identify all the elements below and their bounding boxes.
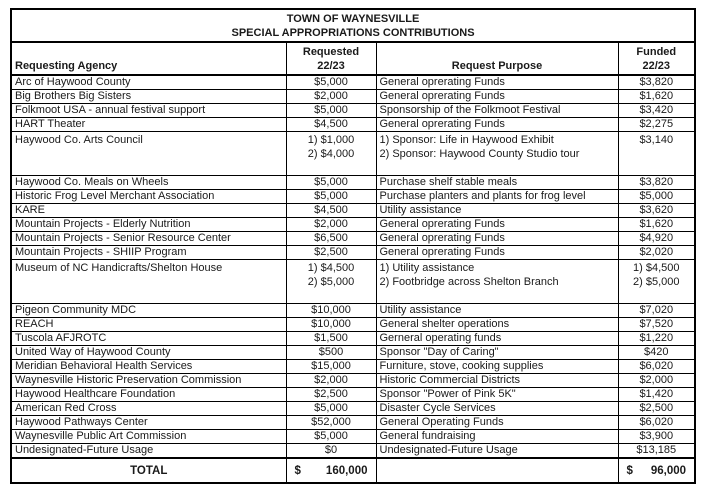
column-header-requested — [286, 42, 376, 75]
cell-agency: Haywood Co. Arts Council — [11, 132, 286, 176]
cell-requested: 1) $1,000 2) $4,000 — [286, 132, 376, 176]
table-title — [11, 9, 695, 42]
column-header-requested-line1: Requested — [302, 45, 360, 58]
cell-purpose: Undesignated-Future Usage — [376, 444, 618, 459]
total-funded-cell — [618, 458, 695, 483]
cell-requested: $2,500 — [286, 388, 376, 402]
cell-purpose: General oprerating Funds — [376, 232, 618, 246]
cell-purpose: General oprerating Funds — [376, 90, 618, 104]
cell-purpose: Sponsor "Power of Pink 5K" — [376, 388, 618, 402]
cell-funded: $1,420 — [618, 388, 695, 402]
cell-requested: $5,000 — [286, 176, 376, 190]
table-row — [11, 246, 695, 260]
cell-requested: $1,500 — [286, 332, 376, 346]
table-row — [11, 218, 695, 232]
cell-agency: United Way of Haywood County — [11, 346, 286, 360]
cell-requested: $2,000 — [286, 374, 376, 388]
cell-requested: $0 — [286, 444, 376, 459]
cell-agency: Folkmoot USA - annual festival support — [11, 104, 286, 118]
table-row — [11, 304, 695, 318]
cell-requested: $5,000 — [286, 104, 376, 118]
cell-purpose: General fundraising — [376, 430, 618, 444]
cell-purpose: Furniture, stove, cooking supplies — [376, 360, 618, 374]
cell-agency: American Red Cross — [11, 402, 286, 416]
cell-funded: $7,020 — [618, 304, 695, 318]
cell-funded: $3,900 — [618, 430, 695, 444]
cell-funded: $2,000 — [618, 374, 695, 388]
cell-agency: HART Theater — [11, 118, 286, 132]
cell-funded: $1,620 — [618, 218, 695, 232]
cell-agency: REACH — [11, 318, 286, 332]
table-row — [11, 332, 695, 346]
column-header-purpose: Request Purpose — [376, 42, 618, 75]
title-line-2: SPECIAL APPROPRIATIONS CONTRIBUTIONS — [231, 26, 475, 39]
table-row — [11, 204, 695, 218]
cell-funded: $420 — [618, 346, 695, 360]
cell-requested: $500 — [286, 346, 376, 360]
cell-agency: Pigeon Community MDC — [11, 304, 286, 318]
column-header-agency: Requesting Agency — [11, 42, 286, 75]
title-line-1: TOWN OF WAYNESVILLE — [286, 12, 420, 25]
cell-agency: Undesignated-Future Usage — [11, 444, 286, 459]
cell-agency: Big Brothers Big Sisters — [11, 90, 286, 104]
table-row — [11, 430, 695, 444]
cell-purpose: Disaster Cycle Services — [376, 402, 618, 416]
cell-agency: Mountain Projects - SHIIP Program — [11, 246, 286, 260]
cell-purpose: Gerneral operating funds — [376, 332, 618, 346]
cell-requested: $6,500 — [286, 232, 376, 246]
cell-funded: $6,020 — [618, 360, 695, 374]
cell-purpose: General oprerating Funds — [376, 75, 618, 90]
cell-purpose: General oprerating Funds — [376, 246, 618, 260]
column-header-funded-line1: Funded — [636, 45, 677, 58]
cell-purpose: General oprerating Funds — [376, 118, 618, 132]
cell-agency: Waynesville Historic Preservation Commission — [11, 374, 286, 388]
cell-funded: $3,140 — [618, 132, 695, 176]
table-title-row — [11, 9, 695, 42]
table-row — [11, 444, 695, 459]
cell-purpose: General oprerating Funds — [376, 218, 618, 232]
cell-funded: $3,420 — [618, 104, 695, 118]
cell-requested: $10,000 — [286, 304, 376, 318]
cell-purpose: Historic Commercial Districts — [376, 374, 618, 388]
cell-purpose: Utility assistance — [376, 304, 618, 318]
cell-agency: Waynesville Public Art Commission — [11, 430, 286, 444]
table-row — [11, 360, 695, 374]
cell-agency: Meridian Behavioral Health Services — [11, 360, 286, 374]
cell-purpose: Utility assistance — [376, 204, 618, 218]
cell-agency: Haywood Healthcare Foundation — [11, 388, 286, 402]
cell-requested: $10,000 — [286, 318, 376, 332]
total-requested-dollar-sign: $ — [294, 464, 301, 477]
cell-purpose: General Operating Funds — [376, 416, 618, 430]
table-row — [11, 90, 695, 104]
total-funded-dollar-sign: $ — [626, 464, 633, 477]
cell-purpose: 1) Sponsor: Life in Haywood Exhibit 2) Sponsor: Haywood County Studio tour — [376, 132, 618, 176]
cell-funded: $3,820 — [618, 176, 695, 190]
cell-requested: $4,500 — [286, 204, 376, 218]
cell-funded: $2,275 — [618, 118, 695, 132]
table-row — [11, 388, 695, 402]
table-row — [11, 374, 695, 388]
cell-funded: $2,020 — [618, 246, 695, 260]
column-header-requested-line2: 22/23 — [317, 59, 345, 72]
cell-funded: $4,920 — [618, 232, 695, 246]
cell-agency: KARE — [11, 204, 286, 218]
column-header-row — [11, 42, 695, 75]
table-row — [11, 232, 695, 246]
cell-agency: Museum of NC Handicrafts/Shelton House — [11, 260, 286, 304]
cell-purpose: Purchase shelf stable meals — [376, 176, 618, 190]
table-row — [11, 260, 695, 304]
cell-agency: Haywood Co. Meals on Wheels — [11, 176, 286, 190]
cell-requested: $2,000 — [286, 90, 376, 104]
cell-funded: $5,000 — [618, 190, 695, 204]
cell-funded: $3,620 — [618, 204, 695, 218]
cell-funded: $3,820 — [618, 75, 695, 90]
cell-purpose: Sponsorship of the Folkmoot Festival — [376, 104, 618, 118]
table-row — [11, 132, 695, 176]
cell-funded: $7,520 — [618, 318, 695, 332]
cell-requested: $2,500 — [286, 246, 376, 260]
cell-funded: $1,620 — [618, 90, 695, 104]
cell-purpose: Sponsor "Day of Caring" — [376, 346, 618, 360]
table-row — [11, 346, 695, 360]
table-row — [11, 118, 695, 132]
table-row — [11, 75, 695, 90]
cell-agency: Arc of Haywood County — [11, 75, 286, 90]
table-row — [11, 416, 695, 430]
cell-requested: $5,000 — [286, 75, 376, 90]
column-header-funded — [618, 42, 695, 75]
cell-funded: $13,185 — [618, 444, 695, 459]
cell-purpose: General shelter operations — [376, 318, 618, 332]
cell-agency: Haywood Pathways Center — [11, 416, 286, 430]
total-label: TOTAL — [11, 458, 286, 483]
cell-funded: $1,220 — [618, 332, 695, 346]
total-funded-amount: 96,000 — [650, 464, 687, 477]
cell-funded: $2,500 — [618, 402, 695, 416]
total-row — [11, 458, 695, 483]
cell-funded: $6,020 — [618, 416, 695, 430]
appropriations-table — [10, 8, 696, 484]
table-row — [11, 402, 695, 416]
table-row — [11, 190, 695, 204]
cell-requested: $5,000 — [286, 402, 376, 416]
cell-agency: Mountain Projects - Senior Resource Center — [11, 232, 286, 246]
cell-requested: $52,000 — [286, 416, 376, 430]
cell-requested: $4,500 — [286, 118, 376, 132]
cell-requested: $15,000 — [286, 360, 376, 374]
table-body — [11, 75, 695, 458]
cell-agency: Mountain Projects - Elderly Nutrition — [11, 218, 286, 232]
table-row — [11, 318, 695, 332]
cell-agency: Tuscola AFJROTC — [11, 332, 286, 346]
cell-requested: 1) $4,500 2) $5,000 — [286, 260, 376, 304]
cell-purpose: Purchase planters and plants for frog level — [376, 190, 618, 204]
total-requested-cell — [286, 458, 376, 483]
cell-funded: 1) $4,500 2) $5,000 — [618, 260, 695, 304]
cell-purpose: 1) Utility assistance 2) Footbridge across Shelton Branch — [376, 260, 618, 304]
total-purpose-cell-empty — [376, 458, 618, 483]
column-header-funded-line2: 22/23 — [642, 59, 671, 72]
table-row — [11, 104, 695, 118]
total-requested-amount: 160,000 — [325, 464, 368, 477]
table-row — [11, 176, 695, 190]
cell-requested: $5,000 — [286, 190, 376, 204]
cell-agency: Historic Frog Level Merchant Association — [11, 190, 286, 204]
cell-requested: $5,000 — [286, 430, 376, 444]
cell-requested: $2,000 — [286, 218, 376, 232]
